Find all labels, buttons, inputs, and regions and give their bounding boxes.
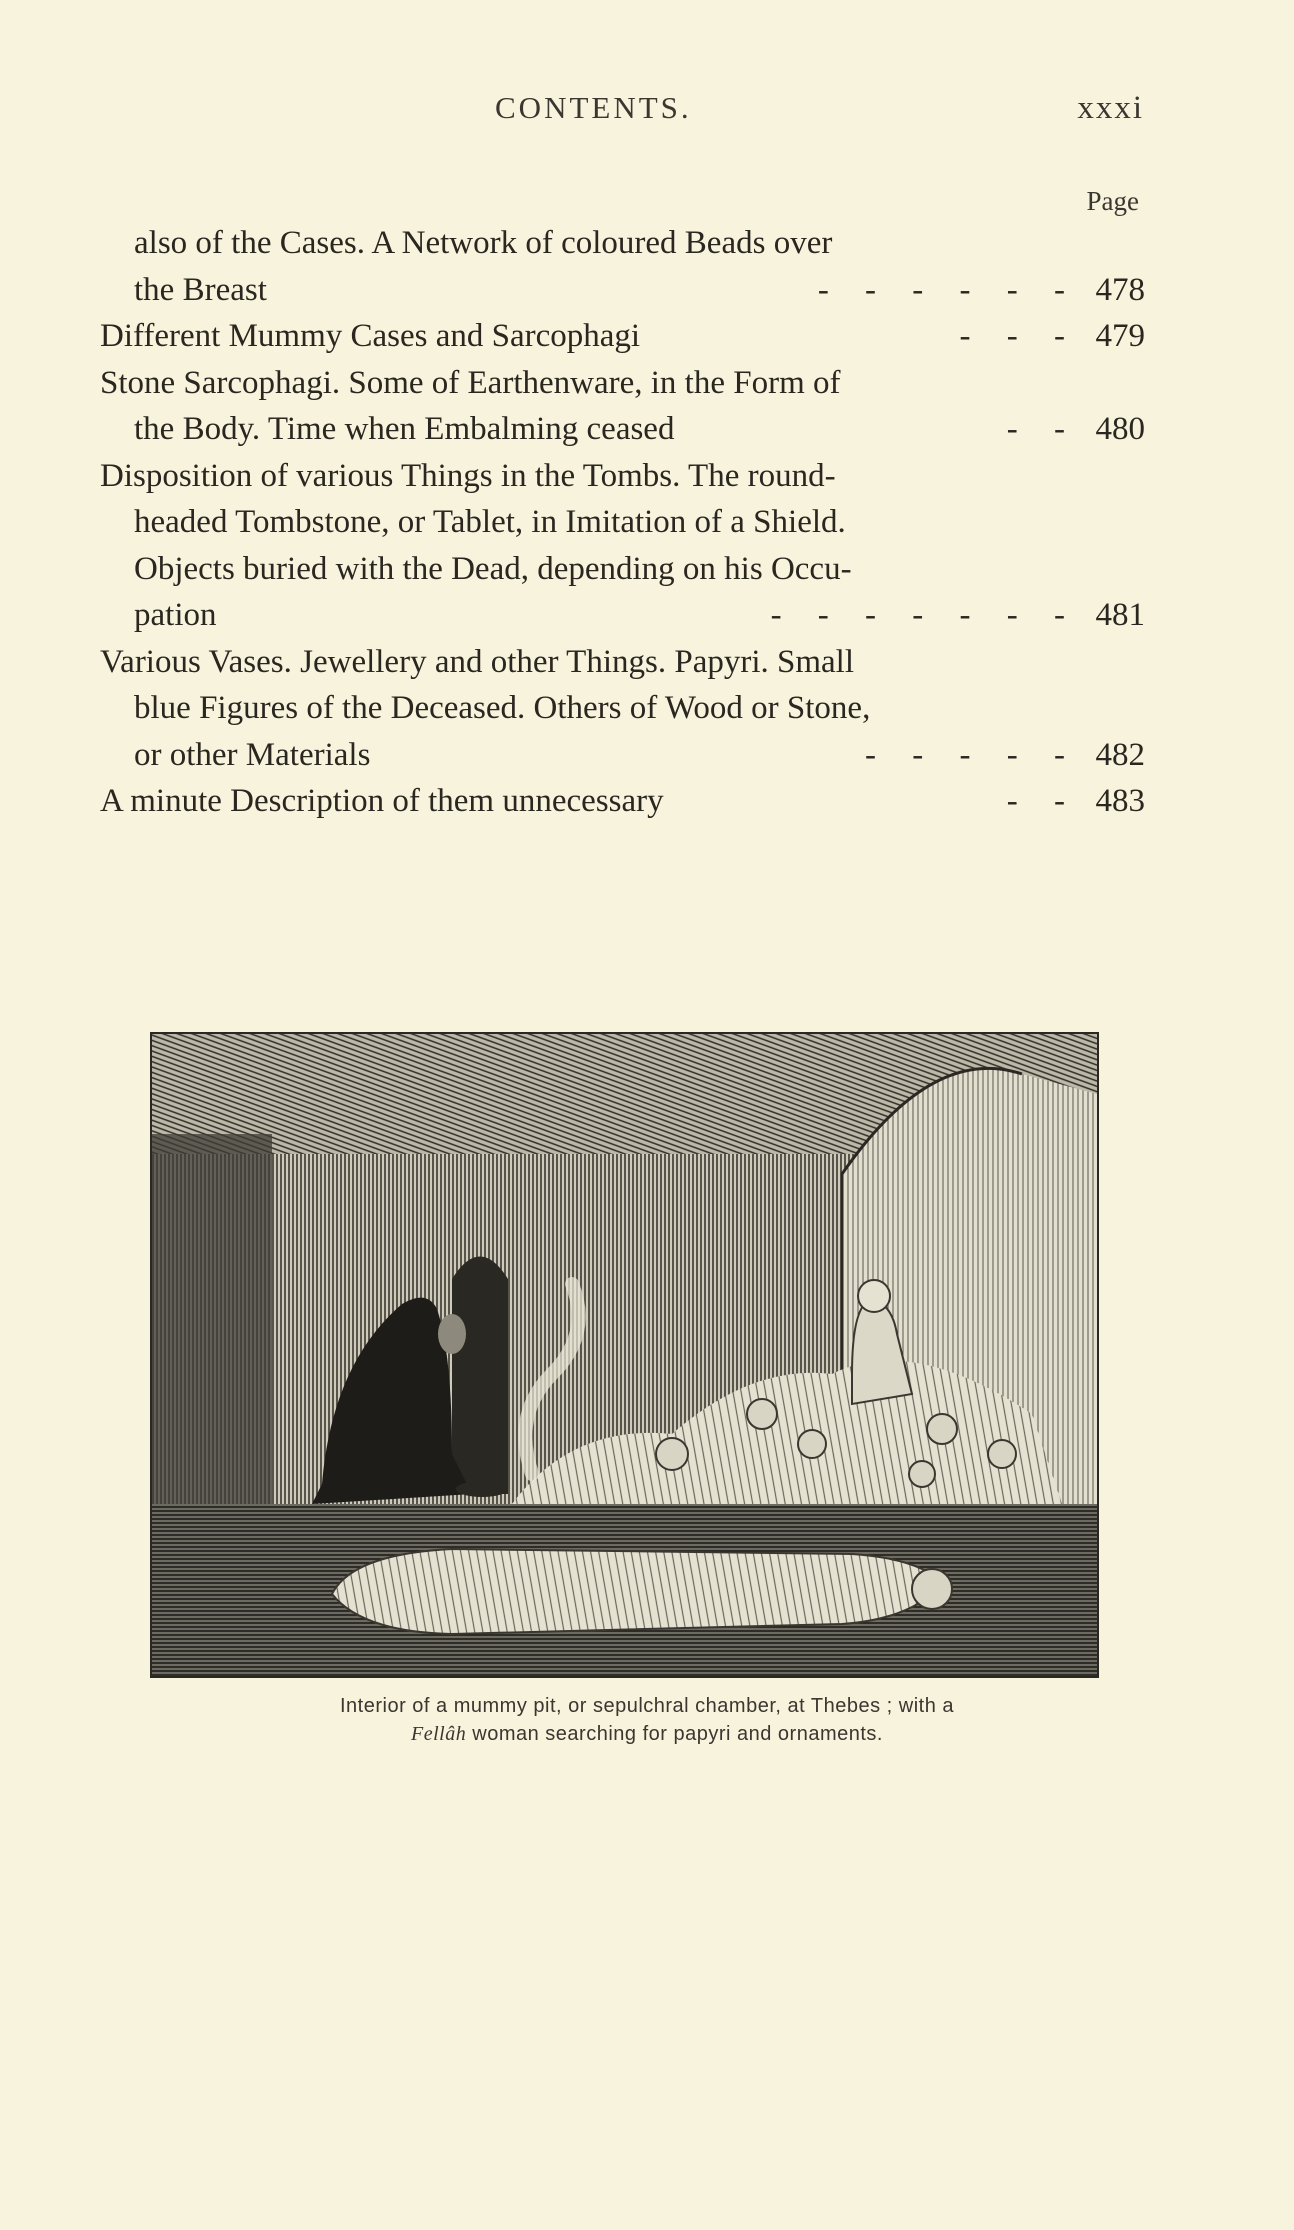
toc-line: A minute Description of them unnecessary - - 483: [100, 778, 1145, 825]
page-number: xxxi: [1077, 90, 1144, 126]
toc-line: headed Tombstone, or Tablet, in Imitation of a Shield.: [134, 504, 846, 540]
wrapped-mummy-shape: [332, 1549, 942, 1634]
dot-leader: - - - - -: [865, 736, 1065, 773]
engraving-mummy-pit-icon: [150, 1032, 1099, 1678]
running-header: [0, 90, 1294, 140]
toc-entry: [100, 453, 1145, 639]
toc-line: blue Figures of the Deceased. Others of Wood or Stone,: [134, 690, 871, 726]
toc-line: or other Materials - - - - - 482: [100, 732, 1145, 779]
toc-entry: [100, 778, 1145, 825]
contents-list: [100, 220, 1145, 825]
toc-line: pation - - - - - - - 481: [100, 592, 1145, 639]
toc-entry: [100, 639, 1145, 779]
toc-line: Various Vases. Jewellery and other Things. Papyri. Small: [100, 643, 855, 680]
toc-entry: [100, 360, 1145, 453]
doorway-shape: [452, 1257, 508, 1495]
caption-italic-word: Fellâh: [411, 1723, 467, 1745]
toc-line: Objects buried with the Dead, depending on his Occu-: [134, 550, 852, 587]
toc-page-number[interactable]: 478: [1095, 271, 1145, 308]
engraving-illustration: [152, 1034, 1097, 1676]
toc-line: the Body. Time when Embalming ceased - - 480: [100, 406, 1145, 453]
toc-line: also of the Cases. A Network of coloured Beads over: [134, 225, 833, 261]
toc-line: Stone Sarcophagi. Some of Earthenware, in the Form of: [100, 364, 841, 401]
toc-page-number[interactable]: 483: [1095, 783, 1145, 819]
dot-leader: - - - - - -: [817, 271, 1065, 308]
toc-line: Disposition of various Things in the Tombs. The round-: [100, 457, 836, 494]
caption-line: Fellâh woman searching for papyri and ornaments.: [411, 1723, 883, 1745]
dot-leader: - - -: [959, 318, 1065, 354]
caption-line: Interior of a mummy pit, or sepulchral chamber, at Thebes ; with a: [340, 1695, 954, 1717]
page-column-label: Page: [1086, 186, 1139, 216]
dot-leader: - -: [1006, 411, 1065, 447]
running-title: CONTENTS.: [495, 90, 692, 125]
toc-entry: [100, 313, 1145, 360]
toc-page-number[interactable]: 481: [1095, 597, 1145, 633]
toc-entry: [100, 220, 1145, 313]
toc-line: Different Mummy Cases and Sarcophagi - - - 479: [100, 313, 1145, 360]
toc-page-number[interactable]: 482: [1095, 736, 1145, 773]
toc-line: the Breast - - - - - - 478: [100, 267, 1145, 314]
figure-caption: [0, 1692, 1294, 1748]
toc-page-number[interactable]: 480: [1095, 411, 1145, 447]
dot-leader: - - - - - - -: [770, 597, 1065, 633]
dot-leader: - -: [1006, 783, 1065, 819]
toc-page-number[interactable]: 479: [1095, 318, 1145, 354]
